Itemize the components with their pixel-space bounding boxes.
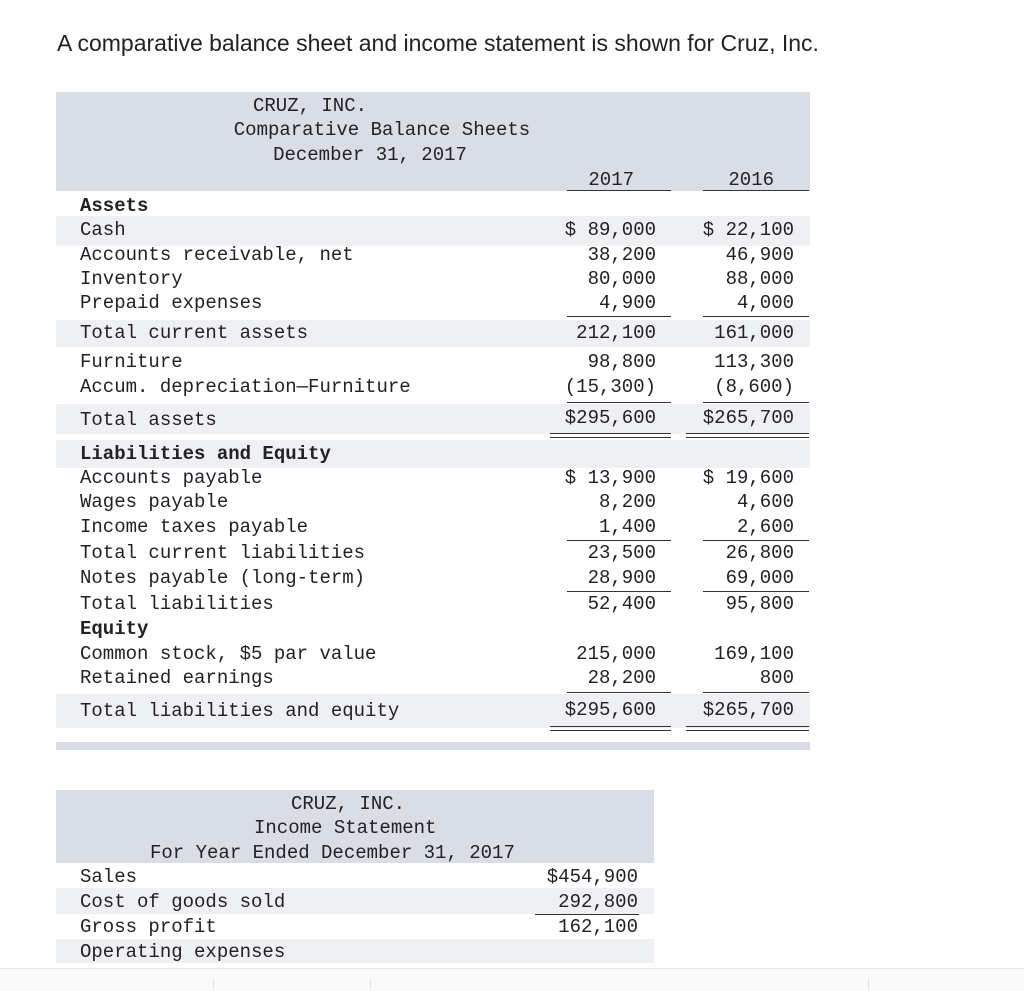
value-2016-total-liabilities-equity: $265,700: [702, 699, 794, 721]
row-label-retained-earnings: Retained earnings: [80, 667, 274, 689]
value-2016-income-taxes-payable: 2,600: [736, 516, 794, 538]
value-2017-accum-depreciation: (15,300): [564, 376, 656, 398]
row-label-accum-depreciation: Accum. depreciation—Furniture: [80, 376, 411, 398]
row-label-income-taxes-payable: Income taxes payable: [80, 516, 309, 538]
subtotal-underline: [567, 591, 671, 592]
value-2016-accounts-receivable: 46,900: [725, 244, 794, 266]
total-double-underline: [686, 726, 809, 731]
value-2016-notes-payable: 69,000: [725, 567, 794, 589]
equity-heading: Equity: [80, 618, 149, 640]
value-2017-total-current-liabilities: 23,500: [587, 542, 656, 564]
value-2017-total-liabilities: 52,400: [587, 593, 656, 615]
is-row-label-sales: Sales: [80, 866, 138, 888]
divider: [213, 978, 214, 990]
value-2016-inventory: 88,000: [725, 268, 794, 290]
value-2017-prepaid-expenses: 4,900: [598, 292, 656, 314]
subtotal-underline: [567, 540, 671, 541]
subtotal-underline: [567, 692, 671, 693]
row-label-total-liabilities: Total liabilities: [80, 593, 274, 615]
value-2016-wages-payable: 4,600: [736, 491, 794, 513]
value-2017-total-assets: $295,600: [564, 407, 656, 429]
divider: [370, 978, 371, 990]
row-label-total-current-liabilities: Total current liabilities: [80, 542, 366, 564]
value-2016-total-liabilities: 95,800: [725, 593, 794, 615]
total-double-underline: [686, 433, 809, 438]
divider: [868, 978, 869, 990]
row-band: [56, 216, 810, 246]
row-label-furniture: Furniture: [80, 351, 183, 373]
col-header-2016: 2016: [728, 169, 774, 191]
bs-company-name: CRUZ, INC.: [252, 95, 368, 117]
bs-title: Comparative Balance Sheets: [233, 119, 531, 141]
value-2016-total-assets: $265,700: [702, 407, 794, 429]
value-2016-furniture: 113,300: [714, 351, 794, 373]
value-2017-total-liabilities-equity: $295,600: [564, 699, 656, 721]
bottom-scroll-bar: [0, 968, 1024, 991]
is-value-cogs: 292,800: [558, 891, 638, 913]
value-2016-cash: $ 22,100: [702, 219, 794, 241]
value-2017-wages-payable: 8,200: [598, 491, 656, 513]
subtotal-underline: [567, 402, 671, 403]
subtotal-underline: [703, 316, 809, 317]
value-2017-income-taxes-payable: 1,400: [598, 516, 656, 538]
row-label-accounts-payable: Accounts payable: [80, 467, 263, 489]
value-2016-prepaid-expenses: 4,000: [736, 292, 794, 314]
is-value-gross-profit: 162,100: [558, 916, 638, 938]
balance-sheet-footer-bar: [56, 742, 810, 750]
intro-text: A comparative balance sheet and income statement is shown for Cruz, Inc.: [57, 30, 819, 56]
subtotal-underline: [703, 692, 809, 693]
assets-heading: Assets: [80, 195, 149, 217]
value-2016-accum-depreciation: (8,600): [714, 376, 794, 398]
is-value-sales: $454,900: [546, 866, 638, 888]
is-row-label-gross-profit: Gross profit: [80, 916, 217, 938]
value-2017-total-current-assets: 212,100: [576, 322, 656, 344]
value-2017-accounts-receivable: 38,200: [587, 244, 656, 266]
row-label-total-assets: Total assets: [80, 409, 217, 431]
value-2017-notes-payable: 28,900: [587, 567, 656, 589]
is-title: Income Statement: [254, 817, 437, 839]
value-2017-accounts-payable: $ 13,900: [564, 467, 656, 489]
row-label-wages-payable: Wages payable: [80, 491, 229, 513]
subtotal-underline: [703, 402, 809, 403]
row-label-inventory: Inventory: [80, 268, 183, 290]
col-header-2017: 2017: [588, 169, 634, 191]
value-2017-cash: $ 89,000: [564, 219, 656, 241]
liabilities-heading: Liabilities and Equity: [80, 443, 331, 465]
value-2016-total-current-liabilities: 26,800: [725, 542, 794, 564]
is-company-name: CRUZ, INC.: [291, 793, 406, 815]
value-2016-total-current-assets: 161,000: [714, 322, 794, 344]
subtotal-underline: [703, 591, 809, 592]
subtotal-underline: [567, 316, 671, 317]
total-double-underline: [550, 726, 671, 731]
subtotal-underline: [535, 914, 639, 915]
value-2016-retained-earnings: 800: [759, 667, 794, 689]
value-2017-common-stock: 215,000: [576, 643, 656, 665]
total-double-underline: [550, 433, 671, 438]
value-2017-retained-earnings: 28,200: [587, 667, 656, 689]
value-2016-accounts-payable: $ 19,600: [702, 467, 794, 489]
col-header-underline: [567, 190, 671, 191]
row-label-total-liabilities-equity: Total liabilities and equity: [80, 700, 400, 722]
row-label-prepaid-expenses: Prepaid expenses: [80, 292, 263, 314]
value-2016-common-stock: 169,100: [714, 643, 794, 665]
row-label-common-stock: Common stock, $5 par value: [80, 643, 377, 665]
subtotal-underline: [703, 540, 809, 541]
row-label-cash: Cash: [80, 219, 126, 241]
is-row-label-cogs: Cost of goods sold: [80, 891, 286, 913]
bs-date: December 31, 2017: [273, 144, 467, 166]
col-header-underline: [703, 190, 809, 191]
row-label-total-current-assets: Total current assets: [80, 322, 309, 344]
row-label-accounts-receivable: Accounts receivable, net: [80, 244, 354, 266]
row-label-notes-payable: Notes payable (long-term): [80, 567, 366, 589]
value-2017-furniture: 98,800: [587, 351, 656, 373]
is-period: For Year Ended December 31, 2017: [150, 842, 515, 864]
value-2017-inventory: 80,000: [587, 268, 656, 290]
is-row-label-operating-expenses: Operating expenses: [80, 941, 286, 963]
